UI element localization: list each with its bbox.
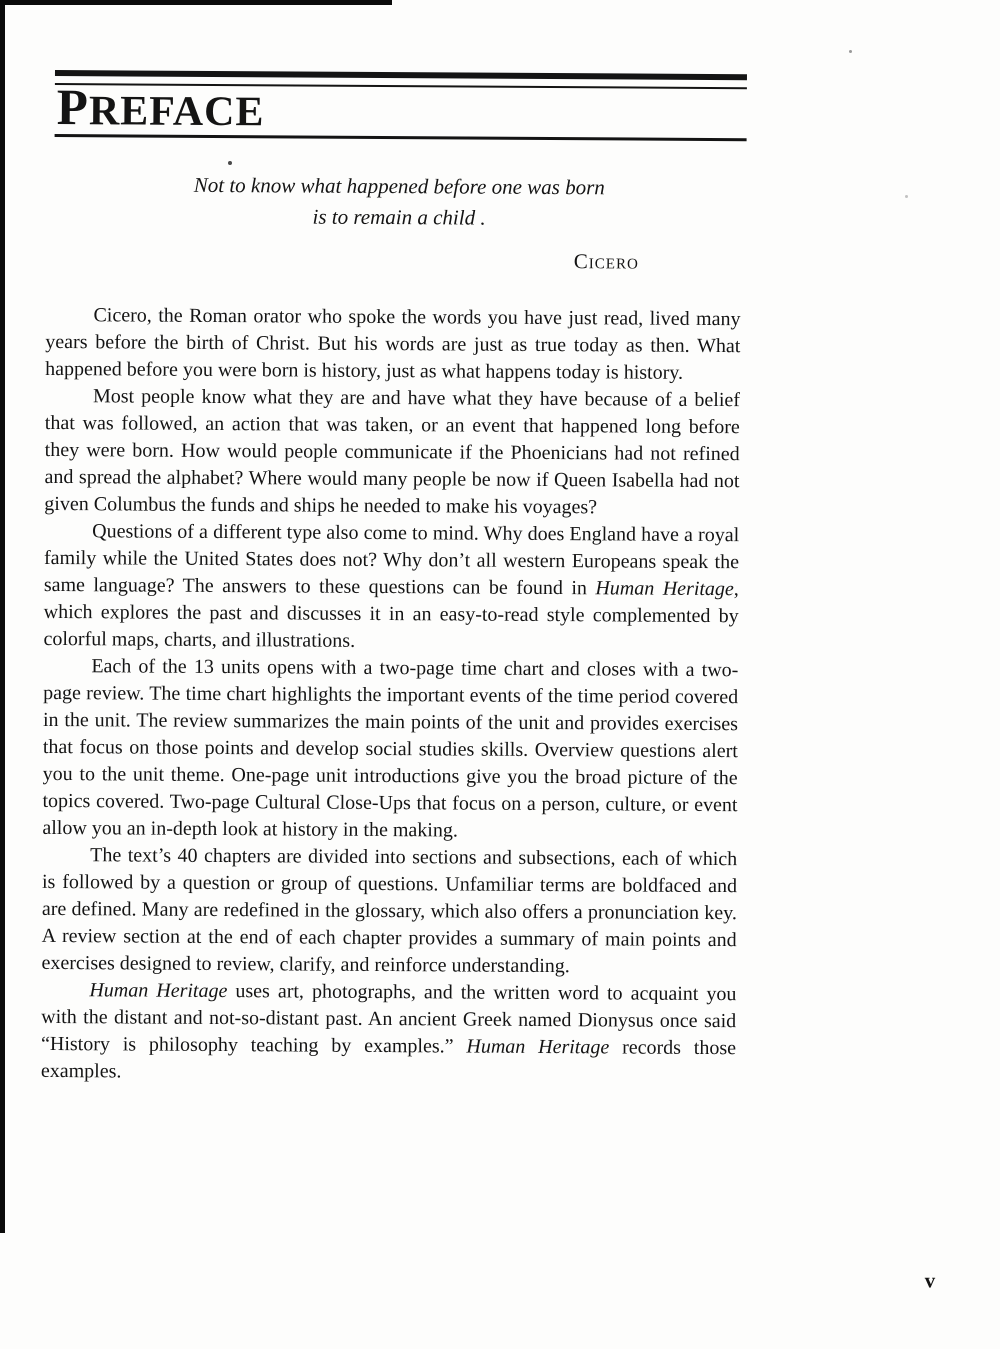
epigraph-attribution: Cicero (573, 249, 639, 274)
epigraph-line-1: Not to know what happened before one was born (193, 172, 605, 200)
body-paragraph (43, 518, 739, 657)
body-text-segment: records those examples. (40, 1036, 737, 1083)
preface-body (41, 302, 741, 1089)
header-rule-thick (55, 70, 747, 80)
preface-masthead (55, 70, 747, 141)
body-paragraph (42, 653, 738, 846)
body-paragraph (41, 977, 737, 1089)
body-paragraph (44, 383, 740, 522)
book-title-italic: Human Heritage (595, 577, 734, 601)
book-title-italic: Human Heritage (466, 1035, 610, 1059)
page-number: v (924, 1268, 936, 1293)
body-paragraph (45, 302, 740, 387)
body-paragraph (41, 842, 737, 981)
body-text-segment: Questions of a different type also come to mind. Why does England have a royal family while the United States does not? Why don’t all western Europeans speak the same language? The answers to these questions can be found in (43, 520, 740, 600)
book-title-italic: Human Heritage (89, 979, 228, 1003)
epigraph-line-2: is to remain a child . (312, 204, 486, 230)
body-text-segment: Each of the 13 units opens with a two-page time chart and closes with a two-page review. The time chart highlights the important events of the time period covered in the unit. The review summarizes the main points of the unit and provides exercises that focus on those points and develop social studies skills. Overview questions alert you to the unit theme. One-page unit introductions give you the broad picture of the topics covered. Two-page Cultural Close-Ups that focus on a person, culture, or event allow you an in-depth look at history in the making. (42, 655, 739, 842)
page-title: PREFACE (56, 80, 265, 137)
body-text-segment: Most people know what they are and have what they have because of a belief that was followed, an action that was taken, or an event that happened long before they were born. How would people communicate if the Phoenicians had not refined and spread the alphabet? Where would many people be now if Queen Isabella had not given Columbus the funds and ships he needed to make his voyages? (44, 385, 741, 519)
body-text-segment: The text’s 40 chapters are divided into sections and subsections, each of which is followed by a question or group of questions. Unfamiliar terms are boldfaced and are defined. Many are redefined in the glossary, which also offers a pronunciation key. A review section at the end of each chapter provides a summary of main points and exercises designed to review, clarify, and reinforce understanding. (41, 844, 738, 978)
body-text-segment: uses art, photographs, and the written word to acquaint you with the distant and not-so-distant past. An ancient Greek named Dionysus once said “History is philosophy teaching by examples.” (40, 980, 737, 1058)
epigraph (99, 169, 700, 278)
body-text-segment: , which explores the past and discusses it in an easy-to-read style complemented by colorful maps, charts, and illustrations. (43, 578, 739, 652)
body-text-segment: Cicero, the Roman orator who spoke the words you have just read, lived many years before the birth of Christ. But his words are just as true today as then. What happened before you were born is history, just as what happens today is history. (45, 304, 741, 384)
